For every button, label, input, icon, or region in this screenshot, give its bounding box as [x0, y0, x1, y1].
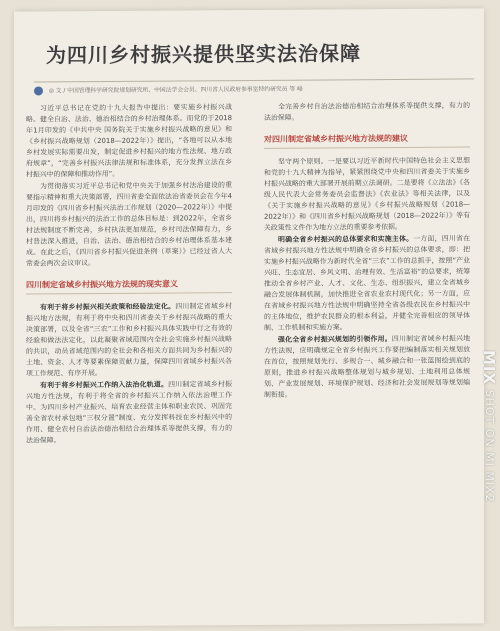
paragraph-text: 四川制定省域乡村振兴地方性法规，应明确规定全省乡村振兴工作要把编制落实相关规划放在首位，按照规划先行、多规合一、城乡融合和一张蓝图绘到底的原则，推进乡村振兴战略整体规划与城乡规划、土地利用总体规划、产业发展规划、环境保护规划、经济和社会发展规划等规划编制衔接。 [264, 334, 471, 399]
author-icon [34, 86, 43, 95]
camera-watermark [480, 350, 498, 630]
author-text: ◎ 文 / 中国管理科学研究院规划研究所、中国法学会会员、四川省人民政府参事室特约研究员 等 峰 [48, 86, 303, 95]
paragraph [26, 379, 232, 446]
paragraph: 全完善乡村自治法治德治相结合治理体系等提供支撑，有力的法治保障。 [264, 101, 470, 122]
paragraph-lead: 明确全省乡村振兴的总体要求和实施主体。 [278, 234, 414, 244]
paragraph-lead: 有利于将乡村振兴工作纳入法治化轨道。 [40, 380, 169, 390]
paragraph: 为贯彻落实习近平总书记和党中央关于加强乡村法治建设的重要指示精神和重大决策部署，四川省委全面依法治省委员会在今年4月印发的《四川省乡村振兴法治工作规划（2020—2022年）》中提出，四川将乡村振兴的法治工作的总体目标是：到2022年，全省乡村法规制度不断完善，乡村执法更加规范，乡村司法保障有力，乡村普法深入推进，自治、法治、德治相结合的乡村治理体系基本建成。在此之后，《四川省乡村振兴促进条例（草案）》已经过省人大常委会两次会议审议。 [26, 181, 232, 268]
right-column [264, 100, 470, 401]
paragraph-text: 四川制定省域乡村振兴地方性法规，有利于将全省的乡村振兴工作纳入依法治理工作中。为四川乡村产业振兴、培育农业经营主体和职业农民、巩固完善全省农村承包地“三权分置”制度、充分发挥科技在乡村振兴中的作用、健全农村自治法治德治相结合治理体系等提供支撑，有力的法治保障。 [26, 380, 233, 445]
paragraph [264, 233, 470, 333]
watermark-brand: MIX [480, 350, 498, 386]
paragraph-text: 坚守两个原则。一是要以习近平新时代中国特色社会主义思想和党的十九大精神为指导，紧紧围绕党中央和四川省委关于实施乡村振兴战略的重大部署开展前期立法调研。二是要将《立法法》《各级人民代表大会常务委员会监督法》《农业法》等相关法律，以及《关于实施乡村振兴战略的意见》《乡村振兴战略规划（2018—2022年）》和《四川省乡村振兴战略规划（2018—2022年）》等有关政策性文件作为地方立法的重要参考依据。 [264, 156, 470, 232]
left-column [26, 102, 232, 447]
article-title: 为四川乡村振兴提供坚实法治保障 [46, 41, 361, 68]
watermark-text: SHOT ON MI MIX2 [483, 389, 496, 503]
paragraph [264, 155, 470, 233]
section-title: 对四川制定省域乡村振兴地方法规的建议 [264, 132, 470, 148]
section-title: 四川制定省域乡村振兴地方法规的现实意义 [26, 278, 232, 294]
magazine-page [14, 8, 484, 626]
paragraph [264, 333, 470, 400]
paragraph: 习近平总书记在党的十九大报告中提出：要实施乡村振兴战略。健全自治、法治、德治相结合的乡村治理体系。而党的于2018年1月印发的《中共中央 国务院关于实施乡村振兴战略的意见》和《乡村振兴战略规划（2018—2022年）》提出，“各地可以从本地乡村发展实际需要出发，制定促进乡村振兴的地方性法规、地方政府规章”，“完善乡村振兴法律法规和标准体系，充分发挥立法在乡村振兴中的保障和推动作用”。 [26, 103, 232, 179]
paragraph-lead: 有利于将乡村振兴相关政策和经验法定化。 [40, 302, 176, 312]
paragraph-lead: 强化全省乡村振兴规划的引领作用。 [278, 335, 392, 344]
paragraph-text: 一方面，四川省在省域乡村振兴地方性法规中明确全省乡村振兴的总体要求，即：把实施乡村振兴战略作为新时代全省“三农”工作的总抓手，按照“产业兴旺、生态宜居、乡风文明、治理有效、生活富裕”的总要求，统筹推动全省乡村产业、人才、文化、生态、组织振兴，建立全省城乡融合发展体制机制，加快推进全省农业农村现代化；另一方面，应在省域乡村振兴地方性法规中明确坚持全省各级农民在乡村振兴中的主体地位，维护农民群众的根本利益，并健全完善相应的领导体制、工作机制和实施方案。 [264, 234, 471, 332]
paragraph-text: 四川制定省域乡村振兴地方法规，有利于将中央和四川省委关于乡村振兴战略的重大决策部署，以及全省“三农”工作和乡村振兴具体实践中行之有效的经验和做法法定化，以此凝聚省域范围内全社会实施乡村振兴战略的共识，动员省域范围内的全社会和各相关方面共同为乡村振兴的土地、资金、人才等要素保障贡献力量，保障四川省域乡村振兴各项工作规范、有序开展。 [26, 302, 233, 378]
author-line [34, 78, 474, 99]
paragraph [26, 301, 232, 379]
